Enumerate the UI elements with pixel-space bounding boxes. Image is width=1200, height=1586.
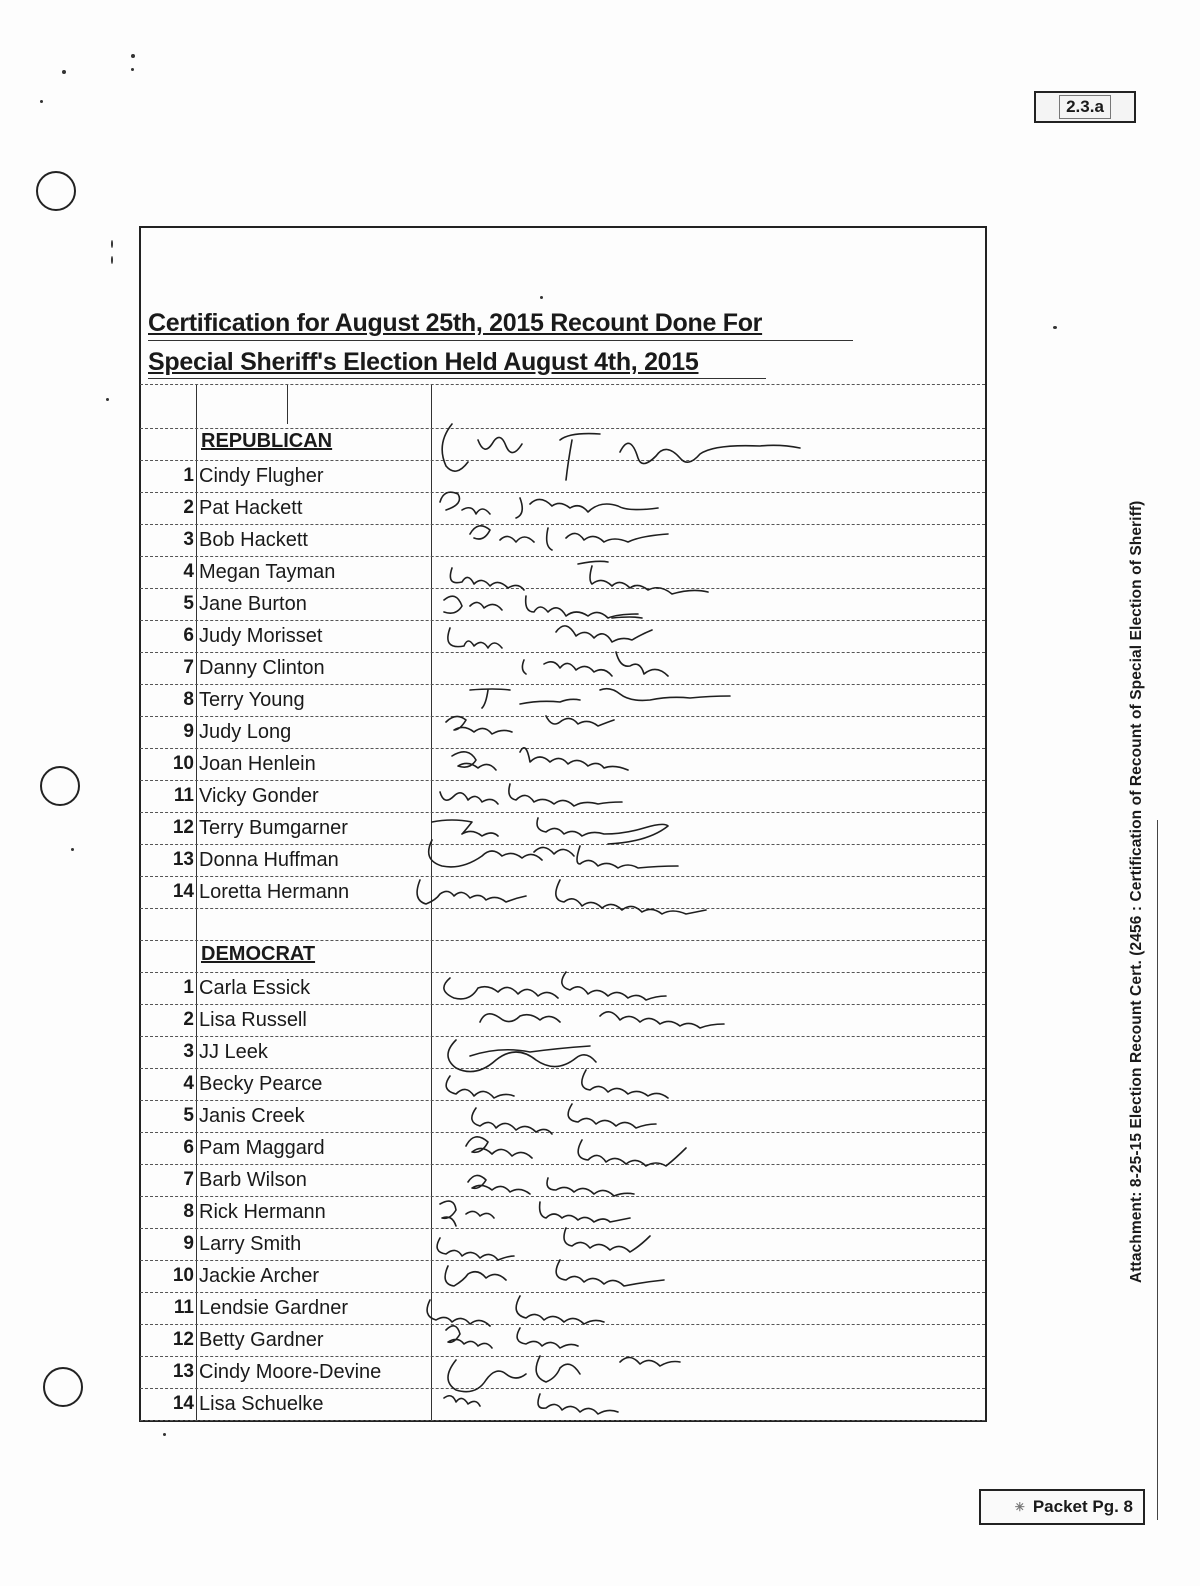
signature-scribble [437,1228,650,1260]
signature-scribble [440,784,622,806]
row-number: 9 [183,1233,194,1254]
signature-scribble [440,492,658,518]
member-name: Loretta Hermann [199,881,350,903]
row-number: 7 [183,657,194,678]
member-name: Donna Huffman [199,849,339,871]
signature-scribble [466,1137,686,1166]
row-number: 5 [183,593,194,614]
signature-scribble [444,972,666,1000]
signature-scribble [480,1012,724,1028]
signature-scribble [446,1070,668,1098]
row-number: 3 [183,529,194,550]
member-name: Lisa Russell [199,1009,307,1031]
member-name: Pam Maggard [199,1137,325,1159]
member-name: Carla Essick [199,977,311,999]
member-name: Barb Wilson [199,1169,307,1191]
signature-scribble [472,1104,656,1134]
row-number: 7 [183,1169,194,1190]
row-number: 11 [173,1297,194,1318]
signature-scribble [448,617,652,648]
republican-heading: REPUBLICAN [201,430,333,452]
signature-scribble [446,716,614,734]
member-name: Megan Tayman [199,561,336,583]
member-name: Judy Long [199,721,292,743]
member-name: Vicky Gonder [199,785,319,807]
row-number: 2 [183,497,194,518]
member-name: Terry Bumgarner [199,817,348,839]
member-name: Terry Young [199,689,305,711]
member-name: Joan Henlein [199,753,316,775]
member-name: Jackie Archer [199,1265,320,1287]
signature-scribble [522,652,668,676]
member-name: Janis Creek [199,1105,305,1127]
signature-scribble [470,689,730,708]
signature-scribble [445,1260,664,1286]
row-number: 10 [172,753,194,774]
signature-scribble [448,1356,680,1392]
attachment-side-note: Attachment: 8-25-15 Election Recount Cert. (2456 : Certification of Recount of Special Election of Sheriff) [1128,500,1145,1283]
row-number: 13 [172,1361,194,1382]
row-number: 6 [183,1137,194,1158]
democrat-heading: DEMOCRAT [201,943,316,965]
signature-scribble [448,1040,596,1072]
row-number: 9 [183,721,194,742]
row-number: 4 [183,1073,194,1094]
row-number: 4 [183,561,194,582]
packet-page-box [979,1489,1145,1525]
signature-scribble [432,818,668,844]
member-name: Lisa Schuelke [199,1393,324,1415]
packet-page-label: Packet Pg. 8 [1032,1497,1133,1516]
member-name: Bob Hackett [199,529,308,551]
row-number: 5 [183,1105,194,1126]
row-number: 10 [172,1265,194,1286]
signature-scribble [440,1201,630,1226]
signature-scribble [468,1175,634,1196]
signature-scribble [442,424,800,480]
row-number: 14 [172,881,194,902]
row-number: 6 [183,625,194,646]
footer-mark: ✳ [1014,1500,1025,1514]
member-name: Judy Morisset [199,625,323,647]
member-name: JJ Leek [199,1041,268,1063]
row-number: 3 [183,1041,194,1062]
member-name: Jane Burton [199,593,307,615]
member-name: Cindy Flugher [199,465,324,487]
member-name: Larry Smith [199,1233,302,1255]
signature-scribble [470,526,668,550]
member-name: Lendsie Gardner [199,1297,348,1319]
member-name: Becky Pearce [199,1073,323,1095]
row-number: 1 [183,977,194,998]
signature-scribble [446,1326,578,1348]
row-number: 1 [183,465,194,486]
signature-scribble [417,880,706,914]
row-number: 11 [173,785,194,806]
row-number: 8 [183,689,194,710]
signature-scribble [452,748,628,770]
signature-scribble [444,1394,618,1414]
member-name: Danny Clinton [199,657,325,679]
row-number: 14 [172,1393,194,1414]
form-title-line-1: Certification for August 25th, 2015 Recount Done For [148,309,763,337]
signature-scribble [450,561,708,594]
signature-scribble [444,596,638,618]
row-number: 8 [183,1201,194,1222]
member-name: Pat Hackett [199,497,303,519]
member-name: Rick Hermann [199,1201,326,1223]
row-number: 13 [172,849,194,870]
member-name: Betty Gardner [199,1329,324,1351]
row-number: 12 [172,1329,194,1350]
attachment-tag-label: 2.3.a [1059,95,1111,119]
row-number: 12 [172,817,194,838]
signature-scribble [429,840,678,868]
row-number: 2 [183,1009,194,1030]
form-title-line-2: Special Sheriff's Election Held August 4th, 2015 [148,348,699,376]
signature-scribble [427,1296,604,1326]
member-name: Cindy Moore-Devine [199,1361,382,1383]
